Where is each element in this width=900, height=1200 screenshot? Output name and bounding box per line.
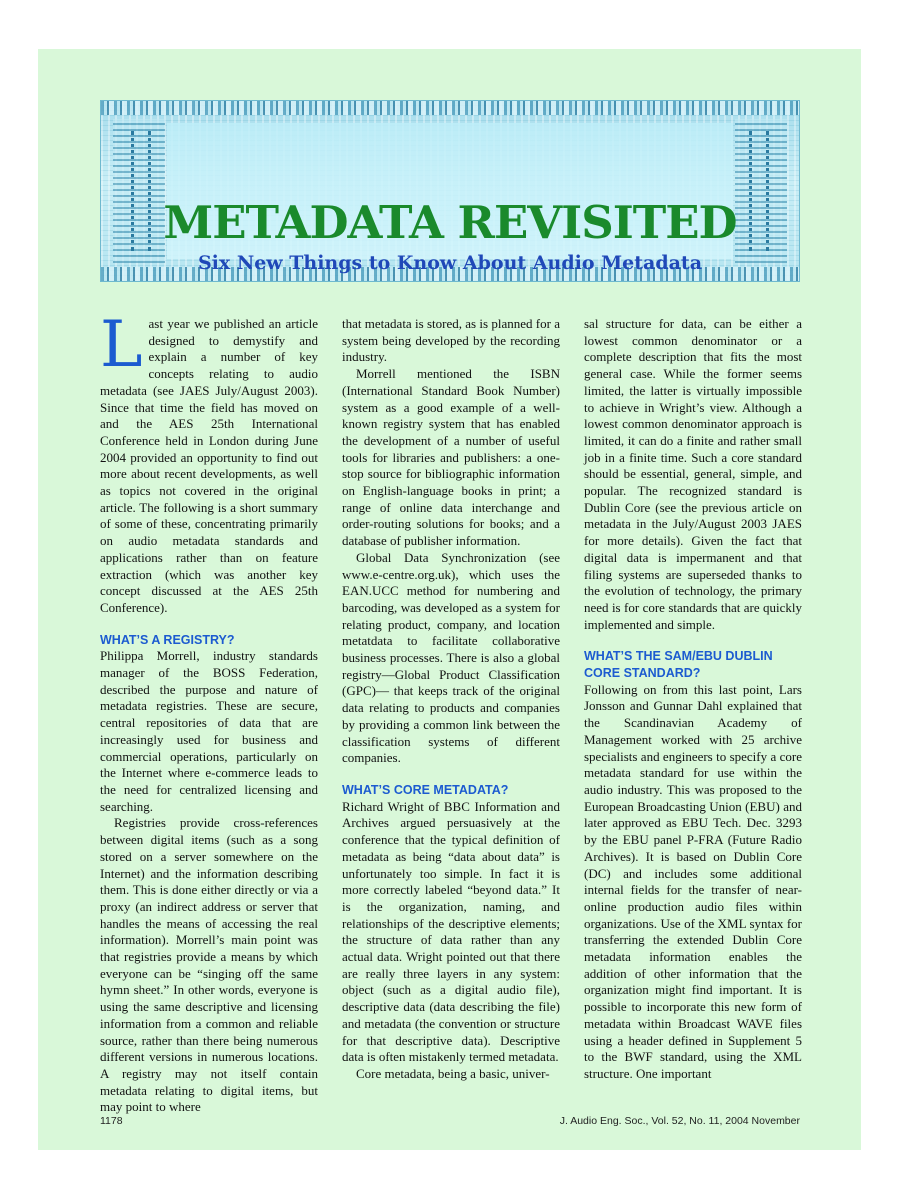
body-paragraph: Registries provide cross-references between digital items (such as a song stored on a server somewhere on the Internet) and the information describing them. This is done either directly or via a proxy (an indirect address or server that handles the means of accessing the real information). Morrell’s main point was that registries provide a means by which everyone can be “singing off the same hymn sheet.” In other words, everyone is using the same descriptive and licensing information from a common and reliable source, rather than there being numerous different versions in numerous locations. A registry may not itself contain metadata relating to digital items, but may point to where [100, 815, 318, 1115]
section-heading-registry: WHAT’S A REGISTRY? [100, 632, 235, 647]
journal-reference: J. Audio Eng. Soc., Vol. 52, No. 11, 2004 November [559, 1115, 800, 1127]
text-column-1 [100, 308, 318, 1116]
body-paragraph: Richard Wright of BBC Information and Archives argued persuasively at the conference that the typical definition of metadata as being “data about data” is unfortunately too simple. In fact it is more correctly labeled “beyond data.” It is the organization, naming, and relationships of the descriptive elements; the structure of data rather than any actual data. Wright pointed out that there are really three layers in any system: object (such as a digital audio file), descriptive data (data describing the file) and metadata (the convention or structure for that descriptive data). Descriptive data is often mistakenly termed metadata. [342, 798, 560, 1065]
body-paragraph: Following on from this last point, Lars Jonsson and Gunnar Dahl explained that the Scandinavian Academy of Management worked with 25 archive specialists and engineers to specify a core metadata standard for use within the audio industry. This was proposed to the European Broadcasting Union (EBU) and later approved as EBU Tech. Dec. 3293 by the EBU panel P-FRA (Future Radio Archives). It is based on Dublin Core (DC) and includes some additional internal fields for the transfer of near-online production audio files within organizations. Use of the XML syntax for transferring the extended Dublin Core metadata information enables the addition of other information that the organization might find important. It is possible to incorporate this new form of metadata within Broadcast WAVE files using a header defined in Supplement 5 to the BWF standard, using the XML structure. One important [584, 681, 802, 1081]
body-paragraph: Morrell mentioned the ISBN (International Standard Book Number) system as a good example of a well-known registry system that has enabled the development of a number of useful tools for libraries and publishers: a one-stop source for bibliographic information on English-language books in print; a range of online data interchange and order-routing solutions for books; and a database of publisher information. [342, 366, 560, 549]
banner-top-border [101, 101, 799, 115]
text-column-2 [342, 316, 560, 1083]
text-column-3 [584, 316, 802, 1083]
article-subtitle: Six New Things to Know About Audio Metadata [197, 252, 703, 274]
section-heading-core-metadata: WHAT’S CORE METADATA? [342, 782, 509, 797]
body-paragraph: that metadata is stored, as is planned for a system being developed by the recording industry. [342, 316, 560, 365]
intro-paragraph: Last year we published an article designed to demystify and explain a number of key concepts relating to audio metadata (see JAES July/August 2003). Since that time the field has moved on and the AES 25th International Conference held in London during June 2004 provided an opportunity to find out more about recent developments, as well as topics not covered in the original article. The following is a short summary of some of these, concentrating primarily on audio metadata standards and applications rather than on feature extraction (which was another key concept discussed at the AES 25th Conference). [100, 308, 318, 615]
drop-cap: L [100, 308, 143, 382]
body-paragraph: Global Data Synchronization (see www.e-centre.org.uk), which uses the EAN.UCC method for numbering and barcoding, was developed as a system for relating product, company, and location metatdata to facilitate collaborative business processes. There is also a global registry—Global Product Classification (GPC)— that keeps track of the original data relating to products and companies by providing a common link between the classification systems of different companies. [342, 549, 560, 766]
body-paragraph: Core metadata, being a basic, univer- [356, 1065, 550, 1081]
page-number: 1178 [100, 1115, 123, 1127]
body-paragraph: Philippa Morrell, industry standards manager of the BOSS Federation, described the purpose and nature of metadata registries. These are secure, central repositories of data that are increasingly used for business and commercial operations, particularly on the Internet where e-commerce leads to the need for centralized licensing and searching. [100, 648, 318, 814]
body-paragraph: sal structure for data, can be either a lowest common denominator or a complete description that fits the most general case. While the former seems limited, the latter is virtually impossible to achieve in Wright’s view. Although a lowest common denominator approach is limited, it can do a finite and rather small job in a finite time. Such a core standard should be essential, general, simple, and popular. The recognized standard is Dublin Core (see the previous article on metadata in the July/August 2003 JAES for more details). Given the fact that digital data is impermanent and that filing systems are superseded thanks to the evolution of technology, the primary need is for core standards that are quickly implemented and simple. [584, 316, 802, 632]
section-heading-sam-ebu: WHAT’S THE SAM/EBU DUBLIN CORE STANDARD? [584, 649, 773, 681]
article-title: METADATA REVISITED [163, 196, 737, 249]
header-banner [100, 100, 800, 282]
